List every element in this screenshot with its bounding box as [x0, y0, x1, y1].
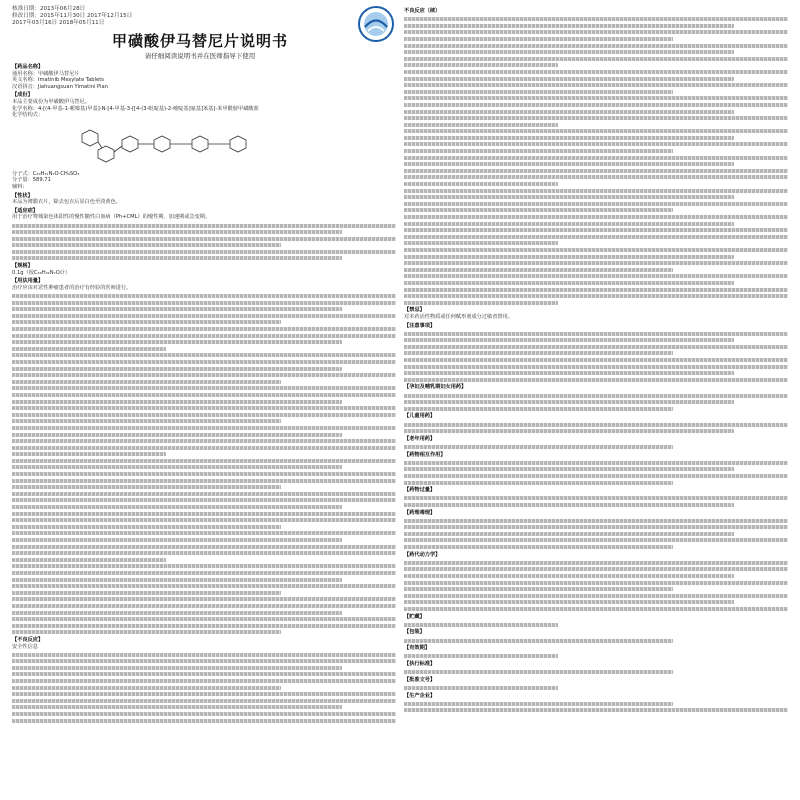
text-line	[12, 439, 396, 443]
text-line	[12, 419, 281, 423]
text-line	[404, 77, 734, 81]
text-line	[404, 90, 673, 94]
molecular-formula: 分子式：C₂₉H₃₁N₇O·CH₄SO₃	[12, 170, 80, 177]
text-line	[12, 256, 342, 260]
text-line	[404, 123, 558, 127]
text-line	[404, 545, 673, 549]
text-line	[12, 505, 342, 509]
text-line	[12, 679, 396, 683]
section-heading: 不良反应（续）	[404, 8, 441, 14]
approval-date-line: 核准日期：2013年06月28日	[12, 6, 86, 12]
drug-name-line: 汉语拼音：Jiahuangsuan Yimatini Pian	[12, 83, 108, 90]
text-line	[12, 705, 342, 709]
drug-name-line: 通用名称：甲磺酸伊马替尼片	[12, 70, 80, 77]
text-line	[404, 37, 673, 41]
section-heading: 【性状】	[12, 192, 33, 199]
text-line	[404, 708, 788, 712]
text-line	[12, 413, 396, 417]
section-heading: 【有效期】	[404, 645, 430, 652]
text-line	[12, 327, 396, 331]
text-line	[404, 461, 788, 465]
text-line	[12, 243, 281, 247]
text-line	[404, 587, 673, 591]
text-line	[404, 407, 673, 411]
section-heading: 【注意事项】	[404, 322, 436, 329]
text-line	[404, 496, 788, 500]
text-line	[12, 347, 166, 351]
text-line	[12, 604, 396, 608]
section-heading: 【药物相互作用】	[404, 451, 446, 458]
text-line	[12, 386, 396, 390]
text-line	[404, 371, 734, 375]
text-line	[12, 373, 396, 377]
text-line	[404, 30, 788, 34]
text-line	[12, 712, 396, 716]
text-line	[404, 50, 734, 54]
text-line	[404, 332, 788, 336]
text-line	[12, 479, 396, 483]
excipients-label: 辅料：	[12, 183, 28, 190]
molecular-weight: 分子量：589.71	[12, 177, 51, 184]
text-line	[404, 261, 788, 265]
text-line	[12, 380, 281, 384]
text-line	[12, 672, 396, 676]
text-line	[12, 617, 396, 621]
text-line	[404, 607, 788, 611]
section-heading: 【儿童用药】	[404, 413, 436, 420]
text-line	[404, 474, 788, 478]
text-line	[404, 17, 788, 21]
text-line	[404, 255, 734, 259]
section-heading: 【贮藏】	[404, 613, 425, 620]
text-line	[404, 288, 788, 292]
text-line	[404, 654, 558, 658]
text-line	[404, 175, 788, 179]
chemical-name: 化学名称：4-[(4-甲基-1-哌嗪基)甲基]-N-[4-甲基-3-[[4-(3-吡啶基)-2-嘧啶基]氨基]苯基]-苯甲酰胺甲磺酸盐	[12, 105, 259, 112]
text-line	[12, 406, 396, 410]
text-line	[404, 519, 788, 523]
section-heading: 【批准文号】	[404, 676, 436, 683]
text-line	[12, 400, 342, 404]
section-heading: 【禁忌】	[404, 307, 425, 314]
section-heading: 【药物过量】	[404, 487, 436, 494]
text-line	[12, 518, 396, 522]
text-line	[12, 314, 396, 318]
text-line	[12, 485, 281, 489]
text-line	[12, 624, 396, 628]
text-line	[404, 400, 734, 404]
text-line	[12, 597, 396, 601]
contraindications-text: 对本药活性物质或任何赋形剂成分过敏者禁用。	[404, 313, 513, 320]
text-line	[404, 182, 558, 186]
text-line	[404, 581, 788, 585]
properties-text: 本品为薄膜衣片，除去包衣后显白色至淡黄色。	[12, 199, 121, 206]
text-line	[404, 481, 673, 485]
text-line	[404, 525, 788, 529]
text-line	[404, 301, 558, 305]
text-line	[404, 63, 558, 67]
text-line	[12, 465, 342, 469]
text-line	[404, 423, 788, 427]
text-line	[12, 584, 396, 588]
text-line	[404, 532, 734, 536]
text-line	[12, 320, 281, 324]
text-line	[404, 169, 788, 173]
text-line	[404, 503, 734, 507]
text-line	[12, 512, 396, 516]
text-line	[12, 564, 396, 568]
text-line	[404, 467, 734, 471]
text-line	[12, 525, 281, 529]
text-line	[12, 426, 396, 430]
text-line	[404, 268, 673, 272]
text-line	[12, 630, 281, 634]
text-line	[404, 70, 788, 74]
section-heading: 【生产企业】	[404, 692, 436, 699]
text-line	[404, 136, 734, 140]
section-heading: 【执行标准】	[404, 660, 436, 667]
text-line	[404, 686, 558, 690]
text-line	[12, 334, 396, 338]
text-line	[12, 538, 342, 542]
structure-label: 化学结构式：	[12, 112, 44, 119]
section-heading: 【适应症】	[12, 207, 38, 214]
text-line	[12, 591, 281, 595]
text-line	[12, 659, 396, 663]
text-line	[12, 224, 396, 228]
section-heading: 【规格】	[12, 263, 33, 270]
text-line	[12, 571, 396, 575]
text-line	[404, 195, 734, 199]
text-line	[12, 360, 396, 364]
text-line	[404, 235, 788, 239]
text-line	[404, 103, 788, 107]
text-line	[404, 162, 734, 166]
text-line	[12, 666, 342, 670]
document-title: 甲磺酸伊马替尼片说明书	[111, 32, 288, 50]
text-line	[404, 670, 673, 674]
text-line	[12, 340, 342, 344]
text-line	[404, 149, 673, 153]
text-line	[12, 578, 342, 582]
section-heading: 【药品名称】	[12, 64, 44, 70]
text-line	[404, 156, 788, 160]
spec-text: 0.1g（按C₂₉H₃₁N₇O计）	[12, 269, 71, 276]
text-line	[12, 545, 396, 549]
text-line	[12, 230, 342, 234]
text-line	[404, 345, 788, 349]
adverse-intro: 安全性信息	[12, 643, 38, 650]
text-line	[404, 228, 788, 232]
text-line	[404, 281, 734, 285]
text-line	[404, 702, 673, 706]
text-line	[404, 574, 734, 578]
text-line	[12, 531, 396, 535]
text-line	[404, 538, 788, 542]
ingredients-text: 本品主要成份为甲磺酸伊马替尼。	[12, 98, 90, 105]
text-line	[12, 692, 396, 696]
document-subtitle: 请仔细阅读说明书并在医师指导下使用	[144, 52, 256, 60]
section-heading: 【老年用药】	[404, 435, 436, 442]
text-line	[12, 250, 396, 254]
text-line	[12, 492, 396, 496]
text-line	[12, 611, 342, 615]
text-line	[12, 307, 342, 311]
revision-date-line: 修改日期：2015年11月30日 2017年12月15日	[12, 13, 133, 20]
text-line	[12, 459, 396, 463]
text-line	[12, 433, 342, 437]
text-line	[404, 567, 788, 571]
text-line	[404, 248, 788, 252]
text-line	[404, 142, 788, 146]
text-line	[404, 594, 788, 598]
text-line	[12, 353, 396, 357]
text-line	[404, 429, 734, 433]
text-line	[404, 639, 673, 643]
text-line	[404, 24, 734, 28]
text-line	[404, 394, 788, 398]
text-line	[12, 653, 396, 657]
text-line	[12, 472, 396, 476]
text-line	[404, 83, 788, 87]
text-line	[404, 202, 788, 206]
text-line	[12, 367, 342, 371]
section-heading: 【包装】	[404, 629, 425, 636]
section-heading: 【药理毒理】	[404, 509, 436, 516]
text-line	[404, 338, 734, 342]
chemical-structure-diagram	[62, 122, 282, 168]
text-line	[404, 96, 788, 100]
text-line	[404, 561, 788, 565]
text-line	[12, 446, 396, 450]
text-line	[404, 222, 734, 226]
revision-date-line: 2017年03月16日 2018年05月11日	[12, 20, 105, 27]
text-line	[12, 558, 166, 562]
text-line	[404, 241, 558, 245]
text-line	[404, 57, 788, 61]
left-column	[12, 62, 396, 790]
text-line	[404, 294, 788, 298]
text-line	[404, 378, 788, 382]
text-line	[404, 129, 788, 133]
text-line	[12, 393, 396, 397]
text-line	[404, 116, 788, 120]
section-heading: 【用法用量】	[12, 278, 44, 285]
dosage-text: 治疗应由对恶性肿瘤患者的治疗有经验的医师进行。	[12, 284, 132, 291]
text-line	[404, 351, 673, 355]
text-line	[404, 274, 788, 278]
text-line	[12, 294, 396, 298]
text-line	[404, 110, 734, 114]
text-line	[404, 358, 788, 362]
drug-name-line: 英文名称：Imatinib Mesylate Tablets	[12, 77, 104, 84]
text-line	[404, 600, 734, 604]
right-column	[404, 6, 788, 790]
text-line	[404, 189, 788, 193]
text-line	[12, 452, 166, 456]
text-line	[12, 301, 396, 305]
text-line	[404, 445, 673, 449]
text-line	[12, 699, 396, 703]
section-heading: 【孕妇及哺乳期妇女用药】	[404, 384, 467, 391]
text-line	[12, 498, 396, 502]
section-heading: 【不良反应】	[12, 636, 44, 643]
text-line	[404, 215, 788, 219]
section-heading: 【成份】	[12, 92, 33, 99]
text-line	[12, 686, 281, 690]
indications-text: 用于治疗费城染色体阳性的慢性髓性白血病（Ph+CML）的慢性期、加速期或急变期。	[12, 214, 211, 221]
text-line	[404, 208, 673, 212]
text-line	[404, 623, 558, 627]
text-line	[404, 44, 788, 48]
text-line	[12, 551, 396, 555]
text-line	[12, 237, 396, 241]
text-line	[12, 719, 396, 723]
text-line	[404, 365, 788, 369]
section-heading: 【药代动力学】	[404, 551, 441, 558]
